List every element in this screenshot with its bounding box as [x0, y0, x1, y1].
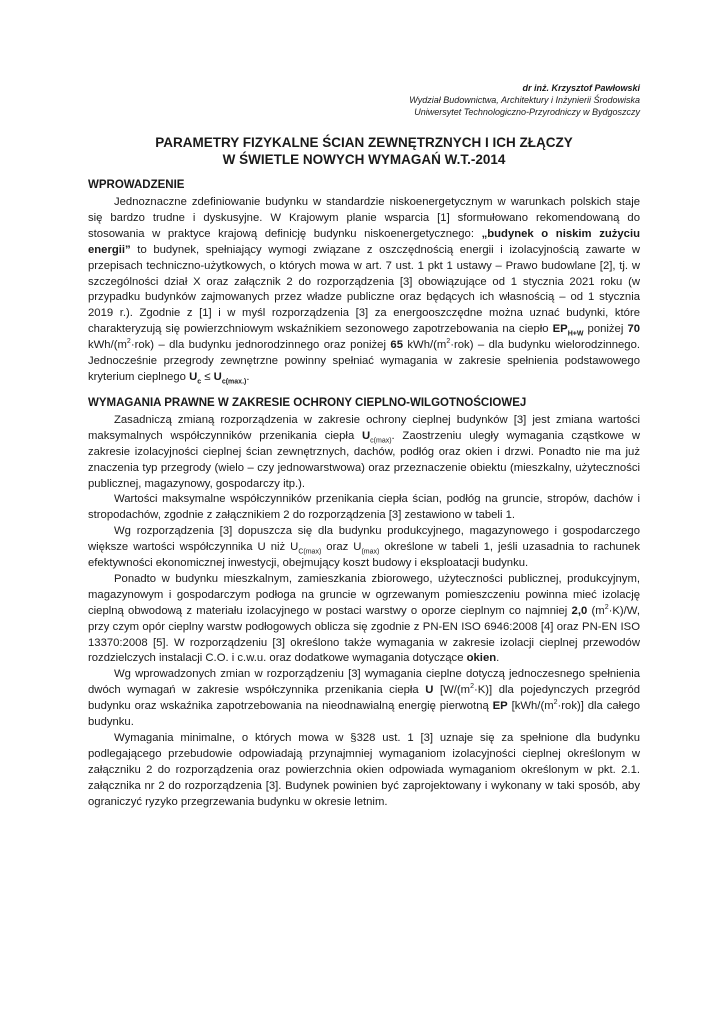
author-affiliation-university: Uniwersytet Technologiczno-Przyrodniczy w Bydgoszczy [414, 107, 640, 117]
paragraph-minimum-requirements: Wymagania minimalne, o których mowa w §328 ust. 1 [3] uznaje się za spełnione dla budynku podlegającego przebudowie odpowiadają przynajmniej wymaganiom izolacyjności cieplnej określonym w załączniku 2 do rozporządzenia oraz powierzchnia okien odpowiada wymaganiom określonym w pkt. 2.1. załącznika nr 2 do rozporządzenia [3]. Budynek powinien być zaprojektowany i wykonany w taki sposób, aby ograniczyć ryzyko przegrzewania budynku w okresie letnim. [88, 732, 640, 808]
title-line-2: W ŚWIETLE NOWYCH WYMAGAŃ W.T.-2014 [222, 152, 506, 167]
paragraph-dual-requirements: Wg wprowadzonych zmian w rozporządzeniu [3] wymagania cieplne dotyczą jednoczesnego spełnienia dwóch wymagań w zakresie współczynnika przenikania ciepła U $[W/(m^2\cdot K)]$ dla pojedynczych przegród budynku oraz wskaźnika zapotrzebowania na nieodnawialną energię pierwotną EP $[kWh/(m^2\cdot rok)]$ dla całego budynku. [88, 668, 640, 729]
author-name: dr inż. Krzysztof Pawłowski [522, 83, 640, 93]
author-affiliation-faculty: Wydział Budownictwa, Architektury i Inżynierii Środowiska [409, 95, 640, 105]
section-heading-intro: WPROWADZENIE [88, 179, 185, 191]
paragraph-intro: Jednoznaczne zdefiniowanie budynku w standardzie niskoenergetycznym w warunkach polskich staje się bardzo trudne i dyskusyjne. W Krajowym planie wsparcia [1] sformułowano rekomendowaną do stosowania w praktyce krajową definicję budynku niskoenergetycznego: „budynek o niskim zużyciu energii” to budynek, spełniający wymogi związane z oszczędnością energii i izolacyjnością zawarte w przepisach techniczno-użytkowych, o których mowa w art. 7 ust. 1 pkt 1 ustawy – Prawo budowlane [2], tj. w szczególności dział X oraz załącznik 2 do rozporządzenia [3] obowiązujące od 1 stycznia 2021 roku (w przypadku budynków zajmowanych przez władze publiczne oraz będących ich własnością – od 1 stycznia 2019 r.). Zgodnie z [1] i w myśl rozporządzenia [3] za energooszczędne można uznać budynki, które charakteryzują się powierzchniowym wskaźnikiem sezonowego zapotrzebowania na ciepło $EP_{H+W}$ poniżej 70 kWh/$(m^2\cdot rok)$ – dla budynku jednorodzinnego oraz poniżej 65 kWh/$(m^2\cdot rok)$ – dla budynku wielorodzinnego. Jednocześnie przegrody zewnętrzne powinny spełniać wymagania w zakresie spełnienia podstawowego kryterium cieplnego $U_c \le U_{c(max.)}$. [88, 196, 641, 386]
document-page [88, 82, 640, 811]
title-line-1: PARAMETRY FIZYKALNE ŚCIAN ZEWNĘTRZNYCH I ICH ZŁĄCZY [155, 135, 573, 150]
paragraph-main-change: Zasadniczą zmianą rozporządzenia w zakresie ochrony cieplnej budynków [3] jest zmiana wartości maksymalnych współczynników przenikania ciepła $U_{c(max)}$. Zaostrzeniu uległy wymagania cząstkowe w zakresie izolacyjności cieplnej ścian zewnętrznych, dachów, podłóg oraz okien i drzwi. Ponadto nie ma już znaczenia typ przegrody (wielo – czy jednowarstwowa) oraz przeznaczenie obiektu (mieszkalny, użyteczności publicznej, magazynowy, gospodarczy itp.). [88, 413, 640, 490]
paragraph-table-reference: Wartości maksymalne współczynników przenikania ciepła ścian, podłóg na gruncie, stropów, dachów i stropodachów, zgodnie z załącznikiem 2 do rozporządzenia [3] zestawiono w tabeli 1. [88, 493, 640, 522]
paragraph-floor-insulation: Ponadto w budynku mieszkalnym, zamieszkania zbiorowego, użyteczności publicznej, produkcyjnym, magazynowym i gospodarczym podłoga na gruncie w ogrzewanym pomieszczeniu powinna mieć izolację cieplną obwodową z materiału izolacyjnego w postaci warstwy o oporze cieplnym co najmniej 2,0 $(m^2\cdot K)/W$, przy czym opór cieplny warstw podłogowych oblicza się zgodnie z PN-EN ISO 6946:2008 [4] oraz PN-EN ISO 13370:2008 [5]. W rozporządzeniu [3] określono także wymagania w zakresie izolacji cieplnej przewodów rozdzielczych instalacji C.O. i c.w.u. oraz dodatkowe wymagania dotyczące okien. [88, 572, 640, 665]
paragraph-exception: Wg rozporządzenia [3] dopuszcza się dla budynku produkcyjnego, magazynowego i gospodarczego większe wartości współczynnika U niż $U_{C(max)}$ oraz $U_{(max)}$ określone w tabeli 1, jeśli uzasadnia to rachunek efektywności ekonomicznej inwestycji, obejmujący koszt budowy i eksploatacji budynku. [88, 525, 640, 570]
author-block [88, 82, 640, 118]
section-heading-requirements: WYMAGANIA PRAWNE W ZAKRESIE OCHRONY CIEPLNO-WILGOTNOŚCIOWEJ [88, 396, 527, 409]
document-title [88, 134, 640, 168]
